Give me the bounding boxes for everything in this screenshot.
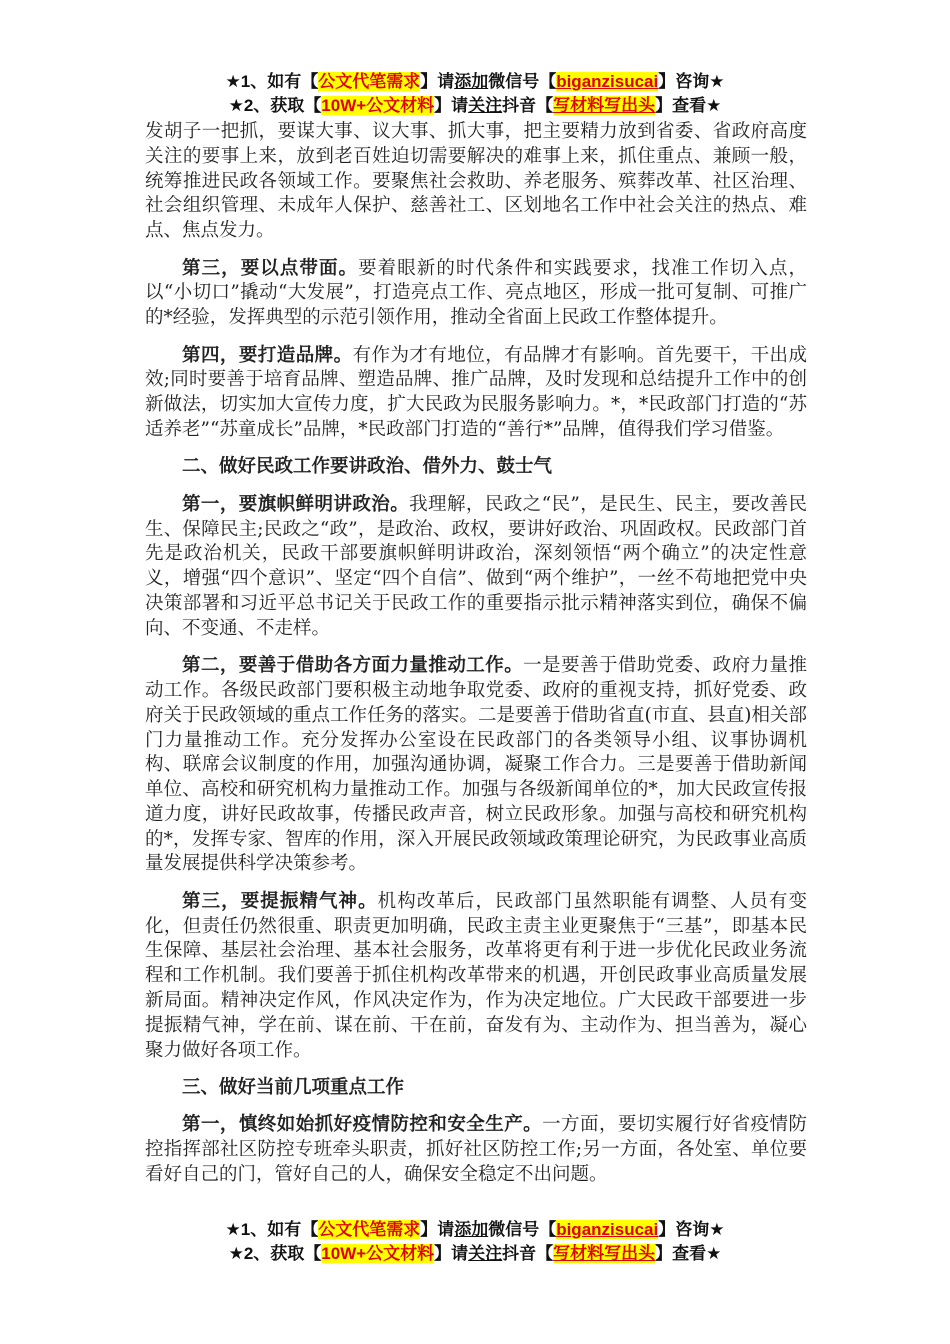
paragraph: 第四，要打造品牌。有作为才有地位，有品牌才有影响。首先要干，干出成效;同时要善于培育品牌、塑造品牌、推广品牌，及时发现和总结提升工作中的创新做法，切实加大宣传力度，扩大民政为民服务影响力。*，*民政部门打造的“苏适养老”“苏童成长”品牌，*民政部门打造的“善行*”品牌，值得我们学习借鉴。: [145, 344, 807, 440]
promo-line-1: ★1、如有【公文代笔需求】请添加微信号【biganzisucai】咨询★: [225, 1220, 725, 1239]
paragraph: 第二，要善于借助各方面力量推动工作。一是要善于借助党委、政府力量推动工作。各级民政部门要积极主动地争取党委、政府的重视支持，抓好党委、政府关于民政领域的重点工作任务的落实。二是要善于借助省直(市直、县直)相关部门力量推动工作。充分发挥办公室设在民政部门的各类领导小组、议事协调机构、联席会议制度的作用，加强沟通协调，凝聚工作合力。三是要善于借助新闻单位、高校和研究机构力量推动工作。加强与各级新闻单位的*，加大民政宣传报道力度，讲好民政故事，传播民政声音，树立民政形象。加强与高校和研究机构的*，发挥专家、智库的作用，深入开展民政领域政策理论研究，为民政事业高质量发展提供科学决策参考。: [145, 655, 807, 875]
section-heading: 三、做好当前几项重点工作: [182, 1077, 405, 1099]
paragraph-lead: 第二，要善于借助各方面力量推动工作。: [182, 655, 524, 677]
paragraph-lead: 第一，要旗帜鲜明讲政治。: [182, 493, 410, 515]
paragraph: 第一，慎终如始抓好疫情防控和安全生产。一方面，要切实履行好省疫情防控指挥部社区防控专班牵头职责，抓好社区防控工作;另一方面，各处室、单位要看好自己的门，管好自己的人，确保安全稳定不出问题。: [145, 1114, 807, 1186]
paragraph: 第一，要旗帜鲜明讲政治。我理解，民政之“民”，是民生、民主，要改善民生、保障民主;民政之“政”，是政治、政权，要讲好政治、巩固政权。民政部门首先是政治机关，民政干部要旗帜鲜明讲政治，深刻领悟“两个确立”的决定性意义，增强“四个意识”、坚定“四个自信”、做到“两个维护”，一丝不苟地把党中央决策部署和习近平总书记关于民政工作的重要指示批示精神落实到位，确保不偏向、不变通、不走样。: [145, 493, 807, 639]
promo-line-2: ★2、获取【10W+公文材料】请关注抖音【写材料写出头】查看★: [228, 96, 722, 115]
document-body: [145, 120, 807, 1200]
paragraph: 第三，要以点带面。要着眼新的时代条件和实践要求，找准工作切入点，以“小切口”撬动“大发展”，打造亮点工作、亮点地区，形成一批可复制、可推广的*经验，发挥典型的示范引领作用，推动全省面上民政工作整体提升。: [145, 257, 807, 329]
paragraph-lead: 第一，慎终如始抓好疫情防控和安全生产。: [182, 1114, 543, 1136]
section-heading: 二、做好民政工作要讲政治、借外力、鼓士气: [182, 456, 553, 478]
promo-banner-bottom: [0, 1218, 950, 1266]
paragraph: 发胡子一把抓，要谋大事、议大事、抓大事，把主要精力放到省委、省政府高度关注的要事上来，放到老百姓迫切需要解决的难事上来，抓住重点、兼顾一般，统筹推进民政各领域工作。要聚焦社会救助、养老服务、殡葬改革、社区治理、社会组织管理、未成年人保护、慈善社工、区划地名工作中社会关注的热点、难点、焦点发力。: [145, 121, 807, 242]
promo-line-1: ★1、如有【公文代笔需求】请添加微信号【biganzisucai】咨询★: [225, 72, 725, 91]
paragraph: 第三，要提振精气神。机构改革后，民政部门虽然职能有调整、人员有变化，但责任仍然很重、职责更加明确，民政主责主业更聚焦于“三基”，即基本民生保障、基层社会治理、基本社会服务，改革将更有利于进一步优化民政业务流程和工作机制。我们要善于抓住机构改革带来的机遇，开创民政事业高质量发展新局面。精神决定作风，作风决定作为，作为决定地位。广大民政干部要进一步提振精气神，学在前、谋在前、干在前，奋发有为、主动作为、担当善为，凝心聚力做好各项工作。: [145, 890, 807, 1061]
promo-banner-top: [0, 70, 950, 118]
paragraph-lead: 第三，要提振精气神。: [182, 890, 378, 912]
paragraph-lead: 第四，要打造品牌。: [182, 344, 353, 366]
paragraph-lead: 第三，要以点带面。: [182, 257, 359, 279]
promo-line-2: ★2、获取【10W+公文材料】请关注抖音【写材料写出头】查看★: [228, 1244, 722, 1263]
